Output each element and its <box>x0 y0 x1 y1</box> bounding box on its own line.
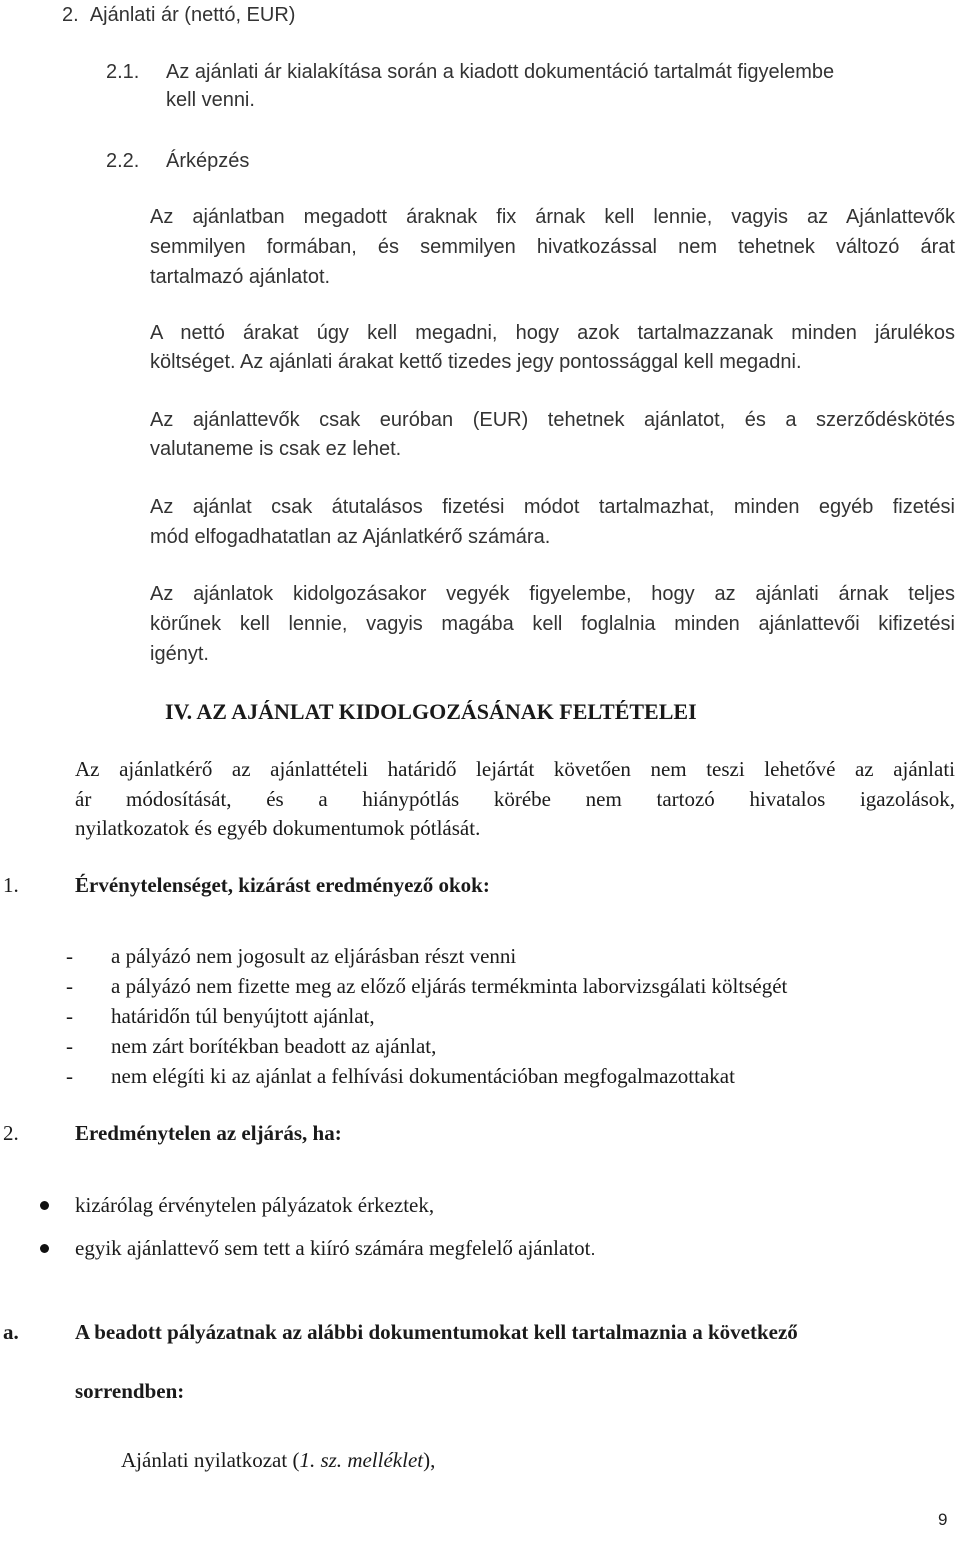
subsection-number: 2.1. <box>106 61 140 83</box>
paragraph-line: semmilyen formában, és semmilyen hivatkozással nem tehetnek változó árat <box>150 236 955 258</box>
bullet-item <box>75 1236 595 1261</box>
dash-marker: - <box>66 1034 73 1058</box>
dash-marker: - <box>66 944 73 968</box>
paragraph-line: mód elfogadhatatlan az Ajánlatkérő számára. <box>150 526 551 548</box>
bullet-item-text: kizárólag érvénytelen pályázatok érkeztek, <box>75 1193 435 1217</box>
paragraph-line: Az ajánlatok kidolgozásakor vegyék figyelembe, hogy az ajánlati árnak teljes <box>150 583 955 605</box>
section-number: 2. <box>62 4 79 26</box>
chapter-title: IV. AZ AJÁNLAT KIDOLGOZÁSÁNAK FELTÉTELEI <box>165 699 697 724</box>
paragraph-line: Az ajánlatkérő az ajánlattételi határidő lejártát követően nem teszi lehetővé az ajánlati <box>75 757 955 781</box>
subsection-number: 2.2. <box>106 150 140 172</box>
list-item-text: a pályázó nem fizette meg az előző eljárás termékminta laborvizsgálati költségét <box>111 974 788 998</box>
list-item-text: határidőn túl benyújtott ajánlat, <box>111 1004 375 1028</box>
paragraph-line: Az ajánlat csak átutalásos fizetési módot tartalmazhat, minden egyéb fizetési <box>150 496 955 518</box>
page-number: 9 <box>938 1510 948 1529</box>
section-title: Ajánlati ár (nettó, EUR) <box>89 4 296 26</box>
paragraph-line: ár módosítását, és a hiánypótlás körébe nem tartozó hivatalos igazolások, <box>75 787 955 811</box>
paragraph-line: valutaneme is csak ez lehet. <box>150 438 402 460</box>
dash-marker: - <box>66 974 73 998</box>
list-title: Eredménytelen az eljárás, ha: <box>75 1121 342 1145</box>
list-title-continuation: sorrendben: <box>75 1379 185 1403</box>
paragraph-line: Az ajánlatban megadott áraknak fix árnak kell lennie, vagyis az Ajánlattevők <box>150 206 955 228</box>
list-number: 1. <box>3 873 19 897</box>
list-title: Érvénytelenséget, kizárást eredményező okok: <box>75 873 490 897</box>
section-heading <box>62 4 295 27</box>
paragraph-line: Az ajánlattevők csak euróban (EUR) tehetnek ajánlatot, és a szerződéskötés <box>150 409 955 431</box>
bullet-icon <box>40 1201 49 1210</box>
paragraph-line: tartalmazó ajánlatot. <box>150 266 331 288</box>
paragraph-line: körűnek kell lennie, vagyis magába kell foglalnia minden ajánlattevői kifizetési <box>150 613 955 635</box>
list-number: 2. <box>3 1121 19 1145</box>
paragraph-line: A nettó árakat úgy kell megadni, hogy azok tartalmazzanak minden járulékos <box>150 322 955 344</box>
subsection-title: Árképzés <box>166 150 250 172</box>
annex-label: melléklet <box>347 1448 424 1472</box>
list-item-text: a pályázó nem jogosult az eljárásban részt venni <box>111 944 517 968</box>
bullet-icon <box>40 1244 49 1253</box>
subsection-text-line: kell venni. <box>166 89 255 111</box>
bullet-item-period: . <box>590 1239 596 1259</box>
list-title: A beadott pályázatnak az alábbi dokumentumokat kell tartalmaznia a következő <box>75 1320 798 1344</box>
subsection-text-line: Az ajánlati ár kialakítása során a kiadott dokumentáció tartalmát figyelembe <box>166 61 835 83</box>
document-suffix: ), <box>423 1448 436 1472</box>
list-item-text: nem zárt borítékban beadott az ajánlat, <box>111 1034 437 1058</box>
annex-number: 1. sz. <box>299 1448 343 1472</box>
list-item-text: nem elégíti ki az ajánlat a felhívási dokumentációban megfogalmazottakat <box>111 1064 735 1088</box>
paragraph-line: igényt. <box>150 643 209 665</box>
dash-marker: - <box>66 1064 73 1088</box>
paragraph-line: nyilatkozatok és egyéb dokumentumok pótlását. <box>75 816 481 840</box>
dash-marker: - <box>66 1004 73 1028</box>
paragraph-line: költséget. Az ajánlati árakat kettő tizedes jegy pontossággal kell megadni. <box>150 351 802 373</box>
bullet-item-text: egyik ajánlattevő sem tett a kiíró számára megfelelő ajánlatot <box>75 1236 591 1260</box>
document-name: Ajánlati nyilatkozat ( <box>121 1448 300 1472</box>
list-number: a. <box>3 1320 19 1344</box>
document-list-item <box>121 1448 435 1473</box>
